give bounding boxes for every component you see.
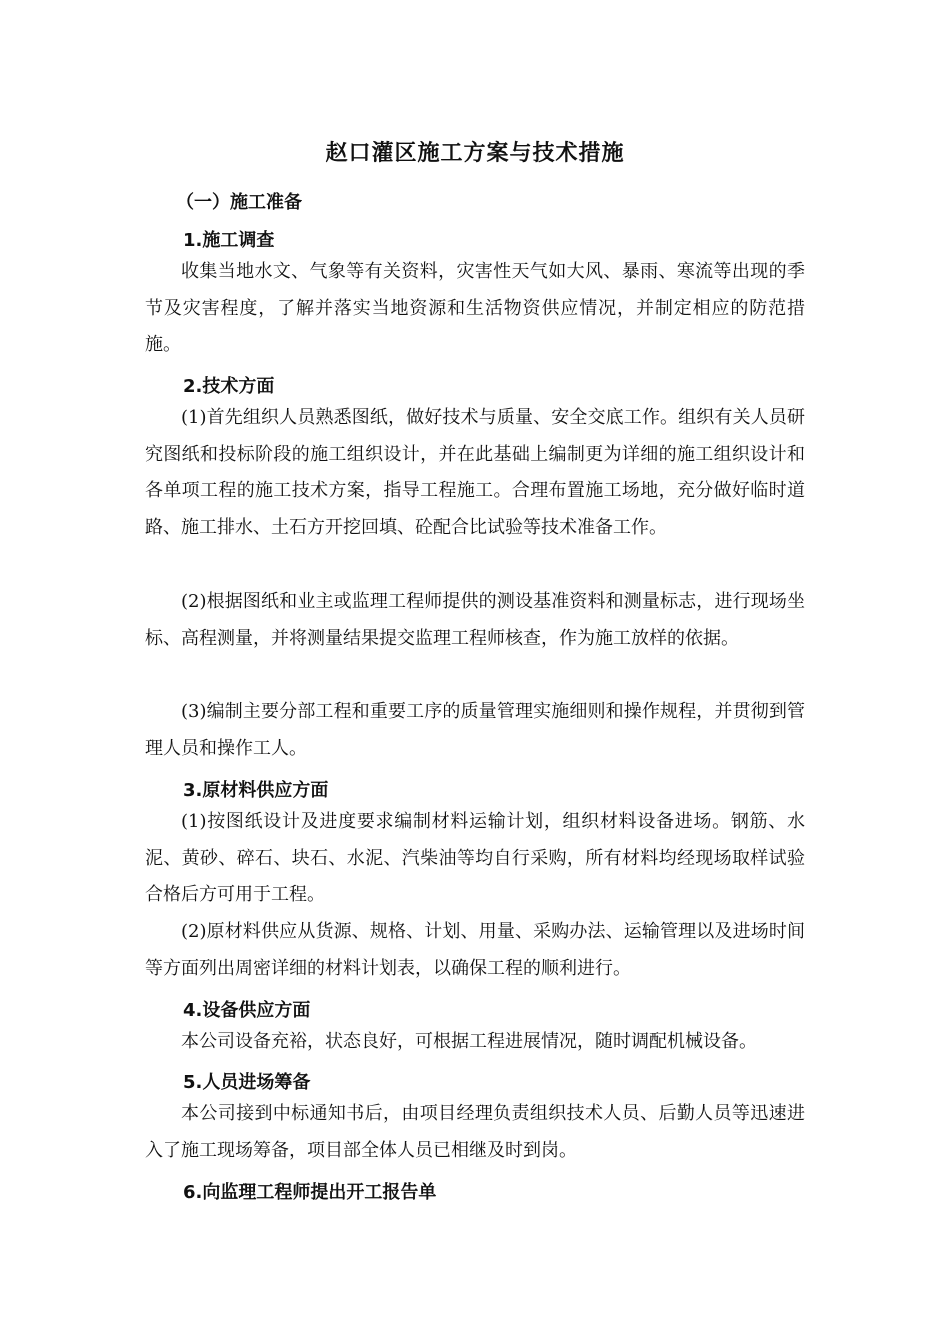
paragraph-personnel: 本公司接到中标通知书后，由项目经理负责组织技术人员、后勤人员等迅速进入了施工现场筹备，项目部全体人员已相继及时到岗。	[145, 1103, 805, 1161]
paragraph-technical-2: (2)根据图纸和业主或监理工程师提供的测设基准资料和测量标志，进行现场坐标、高程测量，并将测量结果提交监理工程师核查，作为施工放样的依据。	[145, 591, 805, 649]
paragraph-technical-3: (3)编制主要分部工程和重要工序的质量管理实施细则和操作规程，并贯彻到管理人员和操作工人。	[145, 701, 805, 759]
paragraph-survey: 收集当地水文、气象等有关资料，灾害性天气如大风、暴雨、寒流等出现的季节及灾害程度，了解并落实当地资源和生活物资供应情况，并制定相应的防范措施。	[145, 261, 805, 355]
subheading-start-report: 6.向监理工程师提出开工报告单	[183, 1182, 437, 1203]
section-heading-preparation: （一）施工准备	[176, 192, 302, 213]
paragraph-technical-1: (1)首先组织人员熟悉图纸，做好技术与质量、安全交底工作。组织有关人员研究图纸和投标阶段的施工组织设计，并在此基础上编制更为详细的施工组织设计和各单项工程的施工技术方案，指导工程施工。合理布置施工场地，充分做好临时道路、施工排水、土石方开挖回填、砼配合比试验等技术准备工作。	[145, 407, 805, 538]
subheading-technical: 2.技术方面	[183, 376, 275, 397]
paragraph-materials-2: (2)原材料供应从货源、规格、计划、用量、采购办法、运输管理以及进场时间等方面列出周密详细的材料计划表，以确保工程的顺利进行。	[145, 921, 805, 979]
subheading-construction-survey: 1.施工调查	[183, 230, 275, 251]
subheading-personnel: 5.人员进场筹备	[183, 1072, 311, 1093]
paragraph-materials-1: (1)按图纸设计及进度要求编制材料运输计划，组织材料设备进场。钢筋、水泥、黄砂、碎石、块石、水泥、汽柴油等均自行采购，所有材料均经现场取样试验合格后方可用于工程。	[145, 811, 805, 905]
subheading-materials: 3.原材料供应方面	[183, 780, 329, 801]
subheading-equipment: 4.设备供应方面	[183, 1000, 311, 1021]
document-title: 赵口灌区施工方案与技术措施	[325, 141, 625, 166]
paragraph-equipment: 本公司设备充裕，状态良好，可根据工程进展情况，随时调配机械设备。	[181, 1031, 757, 1052]
